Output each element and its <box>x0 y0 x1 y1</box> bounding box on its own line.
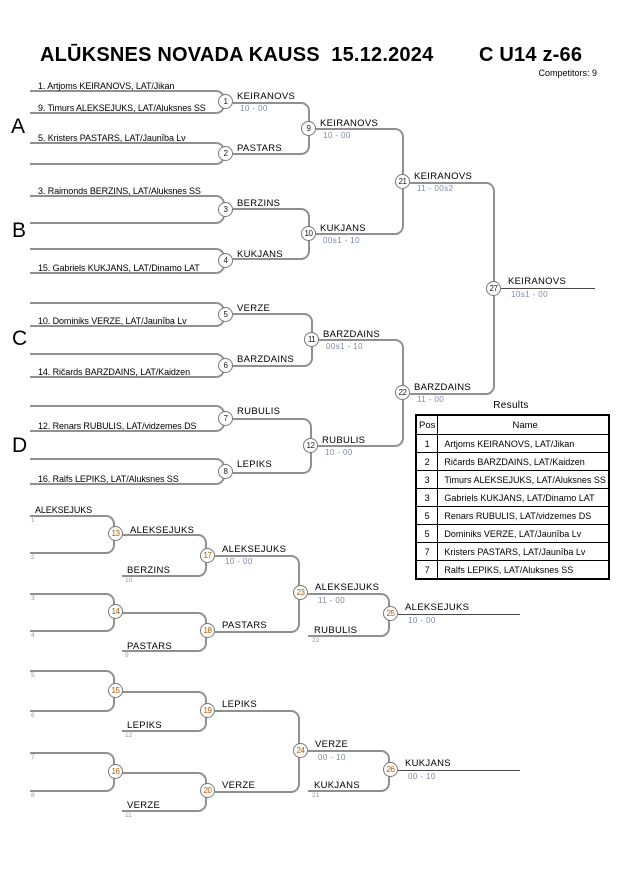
group-label-c: C <box>12 327 28 350</box>
results-table <box>415 414 610 580</box>
match-1-winner: KEIRANOVS <box>237 91 296 102</box>
match-23-score: 11 - 00 <box>318 596 346 605</box>
match-7-winner: RUBULIS <box>237 406 281 417</box>
match-9-score: 10 - 00 <box>323 131 351 140</box>
match-19-circle: 19 <box>200 703 215 718</box>
results-name: Renars RUBULIS, LAT/vidzemes DS <box>438 507 609 525</box>
match-27-circle: 27 <box>486 281 501 296</box>
group-label-a: A <box>11 115 26 138</box>
repechage-feed-kukjans: KUKJANS <box>314 780 360 791</box>
repechage-slot-tag-2: 2 <box>31 554 35 561</box>
match-20-circle: 20 <box>200 783 215 798</box>
results-row <box>416 489 609 507</box>
match-17-score: 10 - 00 <box>225 557 253 566</box>
results-row <box>416 561 609 580</box>
match-12-winner: RUBULIS <box>322 435 366 446</box>
match-25-score: 10 - 00 <box>408 616 436 625</box>
match-22-winner: BARZDAINS <box>414 382 472 393</box>
match-17-circle: 17 <box>200 548 215 563</box>
entrant-barzdains: 14. Ričards BARZDAINS, LAT/Kaidzen <box>38 367 190 377</box>
match-16-circle: 16 <box>108 764 123 779</box>
category-title: C U14 z-66 <box>479 44 583 66</box>
bracket-connector-m15 <box>30 670 115 712</box>
match-21-circle: 21 <box>395 174 410 189</box>
match-27-score: 10s1 - 00 <box>511 290 548 299</box>
repechage-slot-tag-5: 5 <box>31 672 35 679</box>
entrant-aleksejuks: 9. Timurs ALEKSEJUKS, LAT/Aluksnes SS <box>38 103 206 113</box>
bracket-connector-m21 <box>316 128 404 235</box>
match-3-circle: 3 <box>218 202 233 217</box>
results-row <box>416 507 609 525</box>
match-3-winner: BERZINS <box>237 198 281 209</box>
match-17-winner: ALEKSEJUKS <box>222 544 287 555</box>
results-title: Results <box>493 400 529 411</box>
bronze-line-upper <box>398 613 520 615</box>
entrant-berzins: 3. Raimonds BERZINS, LAT/Aluksnes SS <box>38 186 201 196</box>
bracket-connector-m22 <box>318 339 404 447</box>
results-name: Artjoms KEIRANOVS, LAT/Jikan <box>438 435 609 453</box>
results-name: Ralfs LEPIKS, LAT/Aluksnes SS <box>438 561 609 580</box>
results-pos: 1 <box>416 435 438 453</box>
repechage-feed-verze: VERZE <box>127 800 161 811</box>
champion-line <box>501 287 595 289</box>
repechage-feed-berzins-tag: 10 <box>125 577 133 584</box>
match-10-circle: 10 <box>301 226 316 241</box>
results-pos: 7 <box>416 543 438 561</box>
repechage-feed-lepiks: LEPIKS <box>127 720 163 731</box>
repechage-slot-tag-8: 8 <box>31 792 35 799</box>
results-row <box>416 525 609 543</box>
repechage-feed-rubulis-tag: 22 <box>312 637 320 644</box>
repechage-feed-pastars-tag: 9 <box>125 652 129 659</box>
results-pos: 2 <box>416 453 438 471</box>
match-27-winner: KEIRANOVS <box>508 276 567 287</box>
match-2-circle: 2 <box>218 146 233 161</box>
match-11-score: 00s1 - 10 <box>326 342 363 351</box>
match-25-winner: ALEKSEJUKS <box>405 602 470 613</box>
match-20-winner: VERZE <box>222 780 256 791</box>
bracket-connector-m14 <box>30 593 115 632</box>
match-23-circle: 23 <box>293 585 308 600</box>
repechage-seed-label: ALEKSEJUKS <box>35 505 93 515</box>
match-10-score: 00s1 - 10 <box>323 236 360 245</box>
results-header-row <box>416 415 609 435</box>
match-14-circle: 14 <box>108 604 123 619</box>
match-1-score: 10 - 00 <box>240 104 268 113</box>
repechage-feed-pastars: PASTARS <box>127 641 173 652</box>
match-26-winner: KUKJANS <box>405 758 451 769</box>
results-name: Ričards BARZDAINS, LAT/Kaidzen <box>438 453 609 471</box>
entrant-lepiks: 16. Ralfs LEPIKS, LAT/Aluksnes SS <box>38 474 179 484</box>
results-header-pos: Pos <box>416 415 438 435</box>
repechage-feed-berzins: BERZINS <box>127 565 171 576</box>
bracket-connector-m16 <box>30 752 115 792</box>
results-pos: 3 <box>416 471 438 489</box>
entrant-kukjans: 15. Gabriels KUKJANS, LAT/Dinamo LAT <box>38 263 200 273</box>
repechage-feed-verze-tag: 11 <box>125 812 132 819</box>
results-row <box>416 471 609 489</box>
match-12-circle: 12 <box>303 438 318 453</box>
match-5-winner: VERZE <box>237 303 271 314</box>
match-18-winner: PASTARS <box>222 620 268 631</box>
match-22-circle: 22 <box>395 385 410 400</box>
bronze-line-lower <box>398 769 520 771</box>
match-15-circle: 15 <box>108 683 123 698</box>
match-26-circle: 26 <box>383 762 398 777</box>
results-name: Gabriels KUKJANS, LAT/Dinamo LAT <box>438 489 609 507</box>
match-2-winner: PASTARS <box>237 143 283 154</box>
match-4-circle: 4 <box>218 253 233 268</box>
match-11-winner: BARZDAINS <box>323 329 381 340</box>
results-pos: 3 <box>416 489 438 507</box>
match-18-circle: 18 <box>200 623 215 638</box>
entrant-rubulis: 12. Renars RUBULIS, LAT/vidzemes DS <box>38 421 197 431</box>
match-6-winner: BARZDAINS <box>237 354 295 365</box>
match-21-score: 11 - 00s2 <box>417 184 454 193</box>
competitors-count: Competitors: 9 <box>538 68 597 78</box>
results-row <box>416 543 609 561</box>
match-25-circle: 25 <box>383 606 398 621</box>
repechage-slot-tag-7: 7 <box>31 754 35 761</box>
match-8-winner: LEPIKS <box>237 459 273 470</box>
match-9-winner: KEIRANOVS <box>320 118 379 129</box>
entrant-pastars: 5. Kristers PASTARS, LAT/Jaunība Lv <box>38 133 186 143</box>
repechage-slot-tag-1: 1 <box>31 517 35 524</box>
results-panel <box>415 400 607 580</box>
results-pos: 7 <box>416 561 438 580</box>
repechage-slot-tag-4: 4 <box>31 632 35 639</box>
match-26-score: 00 - 10 <box>408 772 436 781</box>
bracket-connector-m13 <box>30 515 115 554</box>
bracket-connector-m2 <box>30 142 225 165</box>
results-name: Kristers PASTARS, LAT/Jaunība Lv <box>438 543 609 561</box>
match-24-winner: VERZE <box>315 739 349 750</box>
page-title: ALŪKSNES NOVADA KAUSS 15.12.2024 <box>40 44 434 66</box>
group-label-b: B <box>12 219 27 242</box>
match-12-score: 10 - 00 <box>325 448 353 457</box>
repechage-feed-kukjans-tag: 21 <box>312 792 320 799</box>
results-pos: 5 <box>416 507 438 525</box>
match-23-winner: ALEKSEJUKS <box>315 582 380 593</box>
match-1-circle: 1 <box>218 94 233 109</box>
match-10-winner: KUKJANS <box>320 223 366 234</box>
match-19-winner: LEPIKS <box>222 699 258 710</box>
match-11-circle: 11 <box>304 332 319 347</box>
match-8-circle: 8 <box>218 464 233 479</box>
bracket-connector-m27 <box>410 182 495 395</box>
entrant-keiranovs: 1. Artjoms KEIRANOVS, LAT/Jikan <box>38 81 175 91</box>
match-6-circle: 6 <box>218 358 233 373</box>
match-24-circle: 24 <box>293 743 308 758</box>
results-pos: 5 <box>416 525 438 543</box>
entrant-verze: 10. Dominiks VERZE, LAT/Jaunība Lv <box>38 316 187 326</box>
match-13-winner: ALEKSEJUKS <box>130 525 195 536</box>
results-name: Timurs ALEKSEJUKS, LAT/Aluksnes SS <box>438 471 609 489</box>
repechage-slot-tag-3: 3 <box>31 595 35 602</box>
match-13-circle: 13 <box>108 526 123 541</box>
repechage-feed-lepiks-tag: 12 <box>125 732 133 739</box>
match-24-score: 00 - 10 <box>318 753 346 762</box>
results-name: Dominiks VERZE, LAT/Jaunība Lv <box>438 525 609 543</box>
match-4-winner: KUKJANS <box>237 249 283 260</box>
match-22-score: 11 - 00 <box>417 395 445 404</box>
results-row <box>416 435 609 453</box>
repechage-feed-rubulis: RUBULIS <box>314 625 358 636</box>
match-21-winner: KEIRANOVS <box>414 171 473 182</box>
repechage-slot-tag-6: 6 <box>31 712 35 719</box>
match-9-circle: 9 <box>301 121 316 136</box>
match-5-circle: 5 <box>218 307 233 322</box>
results-row <box>416 453 609 471</box>
results-header-name: Name <box>438 415 609 435</box>
match-7-circle: 7 <box>218 411 233 426</box>
bracket-connector-m3 <box>30 195 225 224</box>
group-label-d: D <box>12 434 28 457</box>
